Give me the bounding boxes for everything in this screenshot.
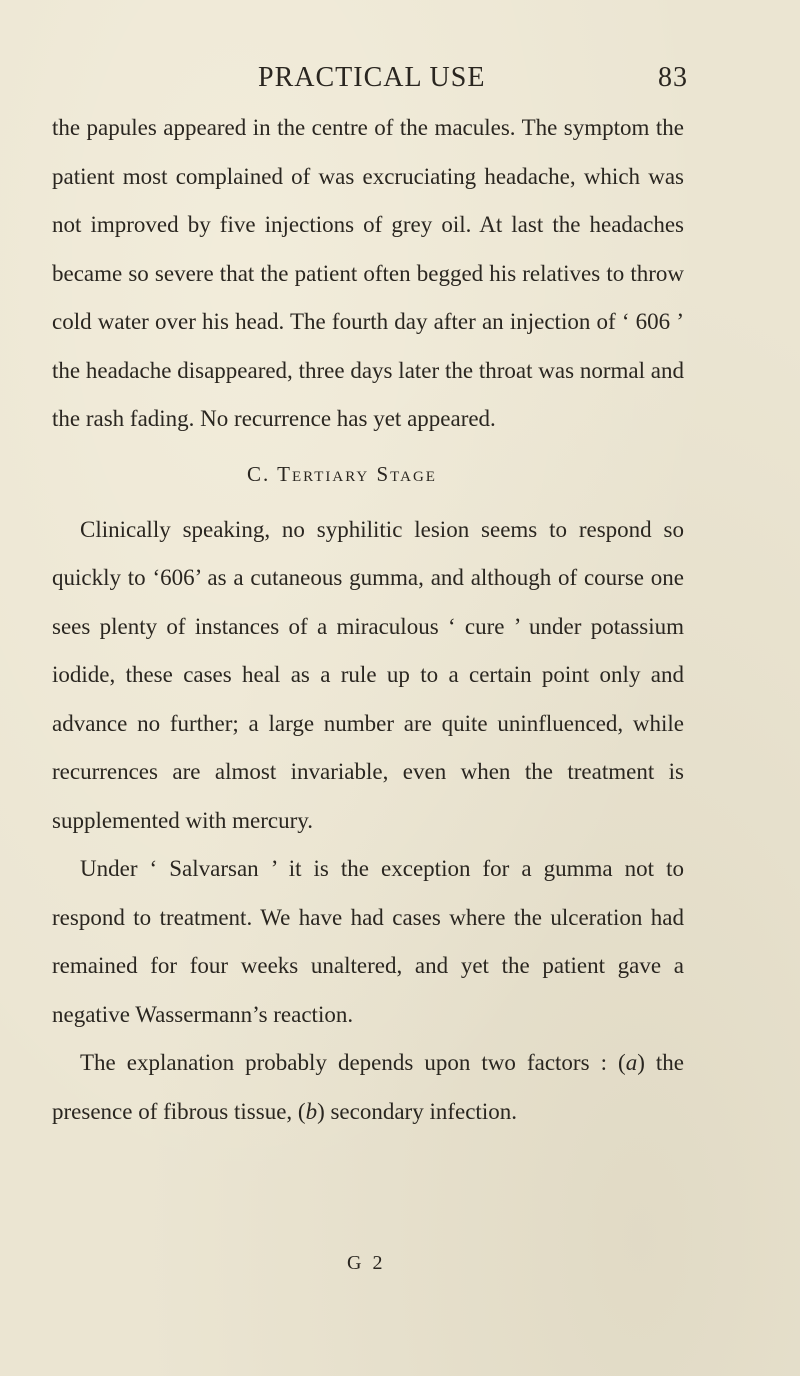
section-heading: C. Tertiary Stage xyxy=(247,461,437,486)
explanation-text-end: ) secondary infection. xyxy=(317,1098,517,1124)
body-text xyxy=(52,104,684,1136)
paragraph-explanation xyxy=(52,1039,684,1136)
paragraph-clinically: Clinically speaking, no syphilitic lesion seems to respond so quickly to ‘606’ as a cutaneous gumma, and although of course one sees plenty of instances of a miraculous ‘ cure ’ under potassium iodide, these cases heal as a rule up to a certain point only and advance no further; a large number are quite uninfluenced, while recurrences are almost invariable, even when the treatment is supplemented with mercury. xyxy=(52,516,684,833)
explanation-text-start: The explanation probably depends upon two factors : ( xyxy=(80,1050,626,1075)
signature-mark: G 2 xyxy=(347,1252,386,1274)
explanation-text-mid: ) the presence of fibrous tissue, ( xyxy=(52,1050,684,1124)
factor-b-label: b xyxy=(305,1098,318,1124)
paragraph-papules: the papules appeared in the centre of the macules. The symptom the patient most complained of was excruciating headache, which was not improved by five injections of grey oil. At last the headaches became so severe that the patient often begged his relatives to throw cold water over his head. The fourth day after an injection of ‘ 606 ’ the headache disappeared, three days later the throat was normal and the rash fading. No recurrence has yet appeared. xyxy=(52,115,684,431)
page-number: 83 xyxy=(658,62,688,93)
factor-a-label: a xyxy=(625,1050,638,1075)
paragraph-salvarsan: Under ‘ Salvarsan ’ it is the exception for a gumma not to respond to treatment. We have had cases where the ulceration had remained for four weeks unaltered, and yet the patient gave a negative Wassermann’s reaction. xyxy=(52,856,684,1027)
running-title: PRACTICAL USE xyxy=(258,62,486,93)
running-head xyxy=(258,62,688,96)
